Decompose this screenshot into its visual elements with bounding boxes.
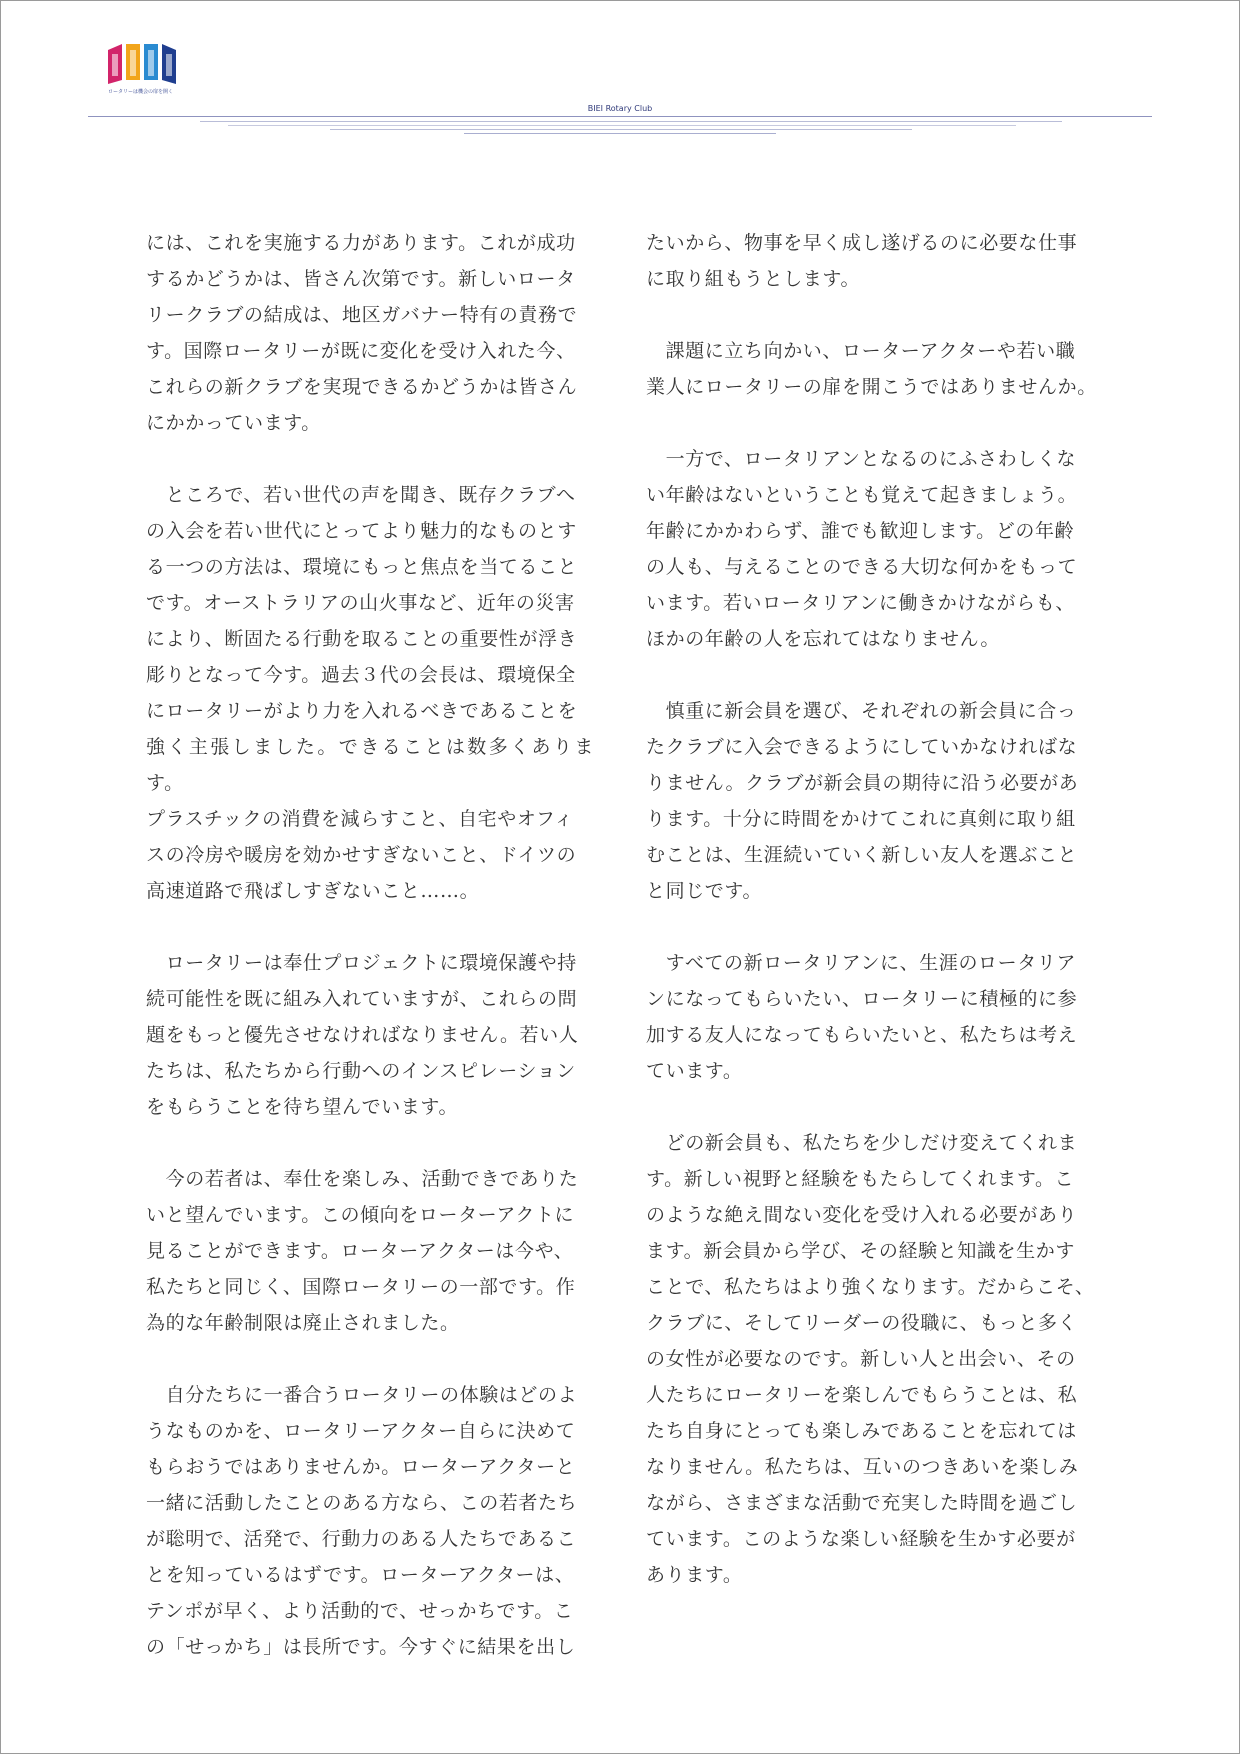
- logo-tagline: ロータリーは機会の扉を開く: [108, 89, 174, 95]
- paragraph: すべての新ロータリアンに、生涯のロータリア ンになってもらいたい、ロータリーに積極的に参 加する友人になってもらいたいと、私たちは考え ています。: [646, 952, 1078, 1082]
- left-column: [146, 225, 594, 1665]
- header-rule: [88, 116, 1152, 117]
- paragraph: 自分たちに一番合うロータリーの体験はどのよ うなものかを、ロータリーアクター自らに決めて もらおうではありませんか。ローターアクターと 一緒に活動したことのある方なら、この若者たち が聡明で、活発で、行動力のある人たちであるこ とを知っているはずです。ローターアクターは、 テンポが早く、より活動的で、せっかちです。こ の「せっかち」は長所です。今すぐに結果を出し: [146, 1384, 578, 1658]
- paragraph: 課題に立ち向かい、ローターアクターや若い職 業人にロータリーの扉を開こうではありませんか。: [646, 340, 1097, 398]
- header-rule: [200, 121, 1062, 122]
- paragraph: たいから、物事を早く成し遂げるのに必要な仕事 に取り組もうとします。: [646, 232, 1078, 290]
- paragraph: ところで、若い世代の声を聞き、既存クラブへ の入会を若い世代にとってより魅力的なものとす る一つの方法は、環境にもっと焦点を当てること です。オーストラリアの山火事など、近年の災害 により、断固たる行動を取ることの重要性が浮き 彫りとなって今す。過去３代の会長は、環境保全 にロータリーがより力を入れるべきであることを 強く主張しました。できることは数多くあります。 プラスチックの消費を減らすこと、自宅やオフィ スの冷房や暖房を効かせすぎないこと、ドイツの 高速道路で飛ばしすぎないこと……。: [146, 484, 594, 902]
- header-rule: [330, 129, 912, 130]
- logo-door-panel: [112, 54, 118, 76]
- paragraph: 今の若者は、奉仕を楽しみ、活動できでありた いと望んでいます。この傾向をローターアクトに 見ることができます。ローターアクターは今や、 私たちと同じく、国際ロータリーの一部です。作 為的な年齢制限は廃止されました。: [146, 1168, 579, 1334]
- logo-doors: [108, 44, 176, 84]
- logo-door-panel: [148, 50, 154, 76]
- paragraph: ロータリーは奉仕プロジェクトに環境保護や持 続可能性を既に組み入れていますが、これらの問 題をもっと優先させなければなりません。若い人 たちは、私たちから行動へのインスピレーション をもらうことを待ち望んでいます。: [146, 952, 579, 1118]
- paragraph: 慎重に新会員を選び、それぞれの新会員に合っ たクラブに入会できるようにしていかなければな りません。クラブが新会員の期待に沿う必要があ ります。十分に時間をかけてこれに真剣に取り組 むことは、生涯続いていく新しい友人を選ぶこと と同じです。: [646, 700, 1079, 902]
- header-rule: [464, 133, 776, 134]
- logo-door-panel: [130, 50, 136, 76]
- logo-door-panel: [166, 54, 172, 76]
- rotary-door-logo-icon: [104, 36, 184, 108]
- paragraph: 一方で、ロータリアンとなるのにふさわしくな い年齢はないということも覚えて起きましょう。 年齢にかかわらず、誰でも歓迎します。どの年齢 の人も、与えることのできる大切な何かをもって います。若いロータリアンに働きかけながらも、 ほかの年齢の人を忘れてはなりません。: [646, 448, 1078, 650]
- paragraph: どの新会員も、私たちを少しだけ変えてくれま す。新しい視野と経験をもたらしてくれます。こ のような絶え間ない変化を受け入れる必要があり ます。新会員から学び、その経験と知識を生かす ことで、私たちはより強くなります。だからこそ、 クラブに、そしてリーダーの役職に、もっと多く の女性が必要なのです。新しい人と出会い、その 人たちにロータリーを楽しんでもらうことは、私 たち自身にとっても楽しみであることを忘れては なりません。私たちは、互いのつきあいを楽しみ ながら、さまざまな活動で充実した時間を過ごし ています。このような楽しい経験を生かす必要が あります。: [646, 1132, 1095, 1586]
- club-name: BIEI Rotary Club: [587, 104, 653, 113]
- right-column: [646, 225, 1104, 1593]
- paragraph: には、これを実施する力があります。これが成功 するかどうかは、皆さん次第です。新しいロータ リークラブの結成は、地区ガバナー特有の責務で す。国際ロータリーが既に変化を受け入れた今、 これらの新クラブを実現できるかどうかは皆さん にかかっています。: [146, 232, 578, 434]
- header-rule: [228, 125, 1016, 126]
